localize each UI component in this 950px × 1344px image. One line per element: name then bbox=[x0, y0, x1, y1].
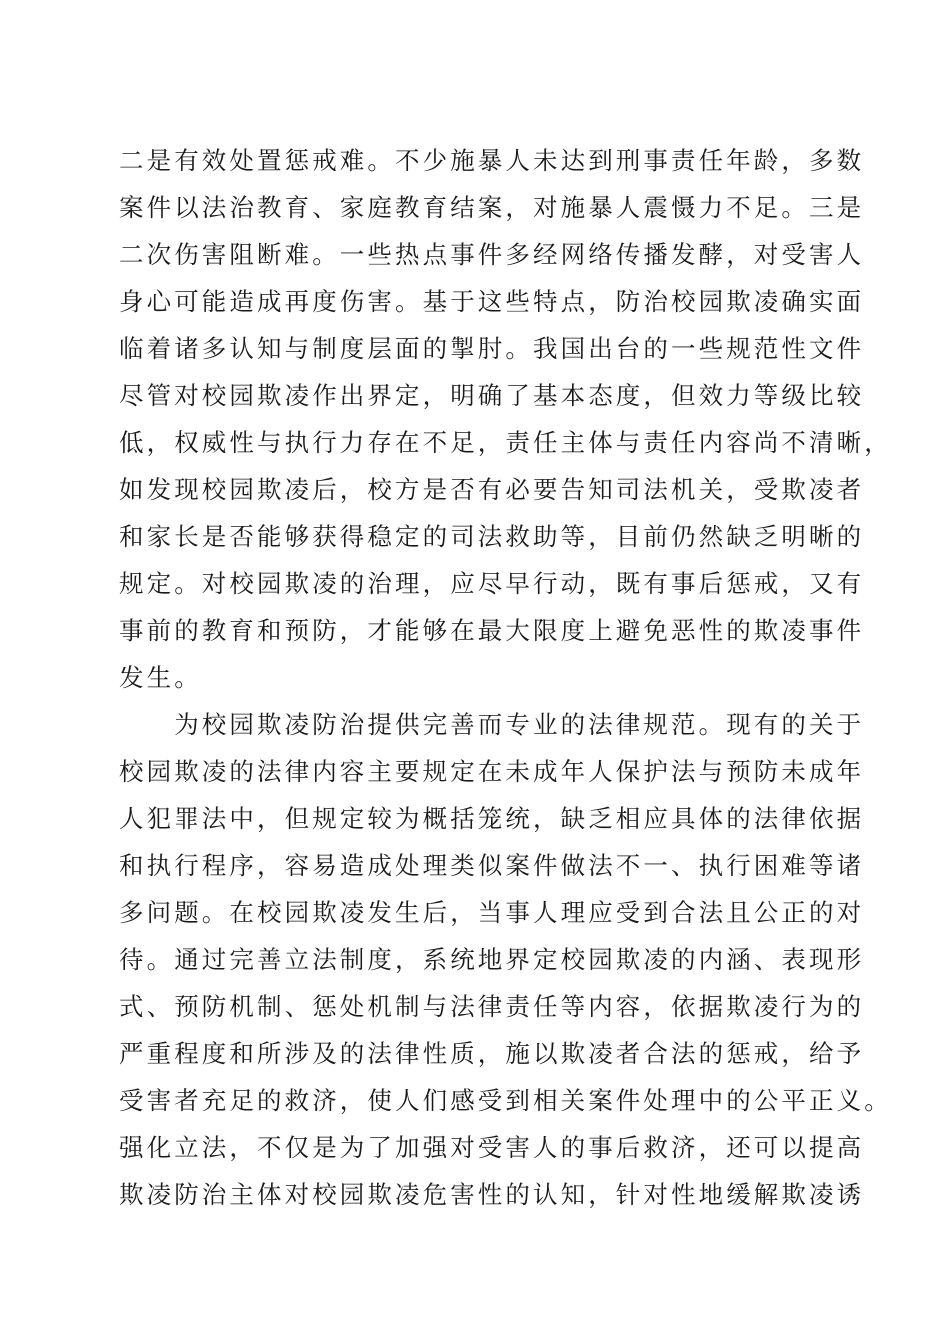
text-line: 规定。对校园欺凌的治理，应尽早行动，既有事后惩戒，又有 bbox=[119, 569, 865, 598]
text-line: 待。通过完善立法制度，系统地界定校园欺凌的内涵、表现形 bbox=[119, 945, 865, 974]
text-line: 严重程度和所涉及的法律性质，施以欺凌者合法的惩戒，给予 bbox=[119, 1039, 865, 1068]
text-line: 校园欺凌的法律内容主要规定在未成年人保护法与预防未成年 bbox=[119, 757, 865, 786]
text-line: 欺凌防治主体对校园欺凌危害性的认知，针对性地缓解欺凌诱 bbox=[119, 1180, 865, 1209]
text-line: 多问题。在校园欺凌发生后，当事人理应受到合法且公正的对 bbox=[119, 898, 865, 927]
text-line: 尽管对校园欺凌作出界定，明确了基本态度，但效力等级比较 bbox=[119, 381, 865, 410]
body-text bbox=[119, 137, 892, 1218]
text-line: 低，权威性与执行力存在不足，责任主体与责任内容尚不清晰， bbox=[119, 428, 892, 457]
text-line: 和执行程序，容易造成处理类似案件做法不一、执行困难等诸 bbox=[119, 851, 865, 880]
text-line: 式、预防机制、惩处机制与法律责任等内容，依据欺凌行为的 bbox=[119, 992, 865, 1021]
text-line: 发生。 bbox=[119, 663, 202, 692]
text-line: 二是有效处置惩戒难。不少施暴人未达到刑事责任年龄，多数 bbox=[119, 146, 865, 175]
text-line: 人犯罪法中，但规定较为概括笼统，缺乏相应具体的法律依据 bbox=[119, 804, 865, 833]
text-line: 如发现校园欺凌后，校方是否有必要告知司法机关，受欺凌者 bbox=[119, 475, 865, 504]
text-line: 和家长是否能够获得稳定的司法救助等，目前仍然缺乏明晰的 bbox=[119, 522, 865, 551]
text-line: 身心可能造成再度伤害。基于这些特点，防治校园欺凌确实面 bbox=[119, 287, 865, 316]
text-line: 二次伤害阻断难。一些热点事件多经网络传播发酵，对受害人 bbox=[119, 240, 865, 269]
text-line: 强化立法，不仅是为了加强对受害人的事后救济，还可以提高 bbox=[119, 1133, 865, 1162]
text-line: 案件以法治教育、家庭教育结案，对施暴人震慑力不足。三是 bbox=[119, 193, 865, 222]
text-line: 事前的教育和预防，才能够在最大限度上避免恶性的欺凌事件 bbox=[119, 616, 865, 645]
paragraph-start-line: 为校园欺凌防治提供完善而专业的法律规范。现有的关于 bbox=[119, 710, 865, 739]
text-line: 临着诸多认知与制度层面的掣肘。我国出台的一些规范性文件 bbox=[119, 334, 865, 363]
text-line: 受害者充足的救济，使人们感受到相关案件处理中的公平正义。 bbox=[119, 1086, 892, 1115]
